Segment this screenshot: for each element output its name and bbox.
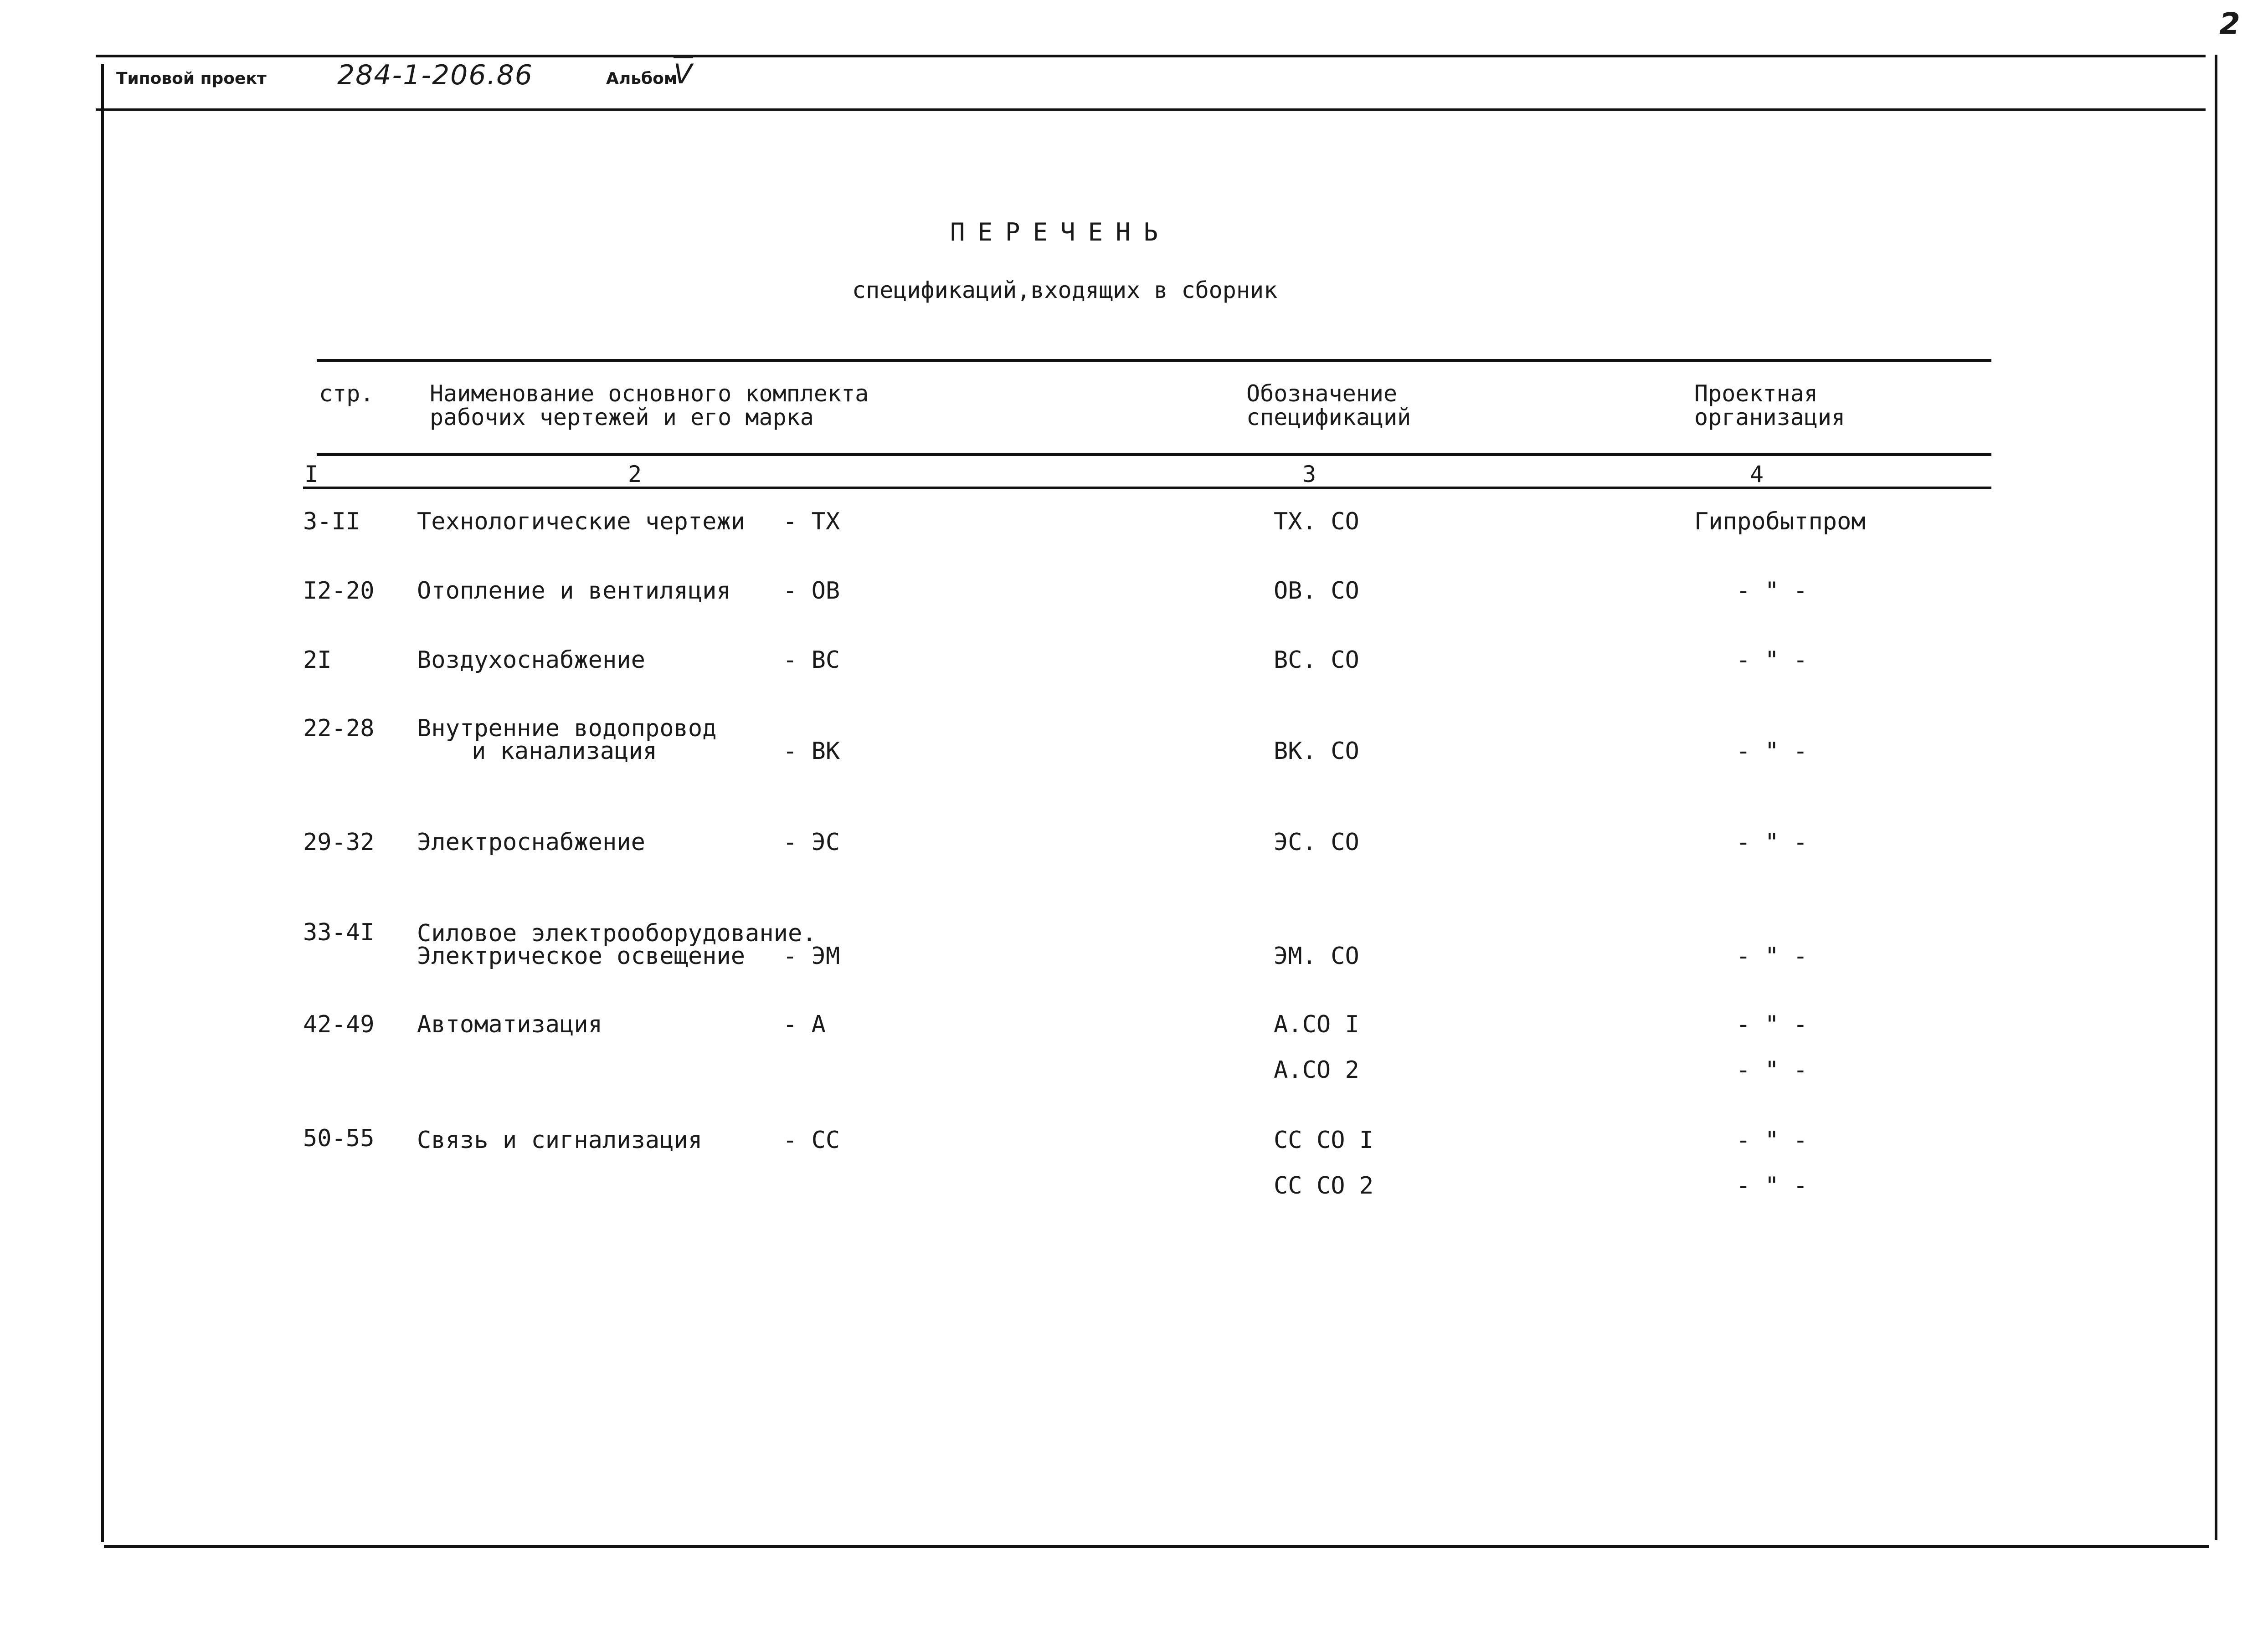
project-number: 284-1-206.86 xyxy=(337,59,533,91)
row-4-designation: ВК. СО xyxy=(1274,738,1359,765)
row-3-name: Воздухоснабжение xyxy=(417,646,645,674)
frame-top-line xyxy=(96,55,2206,57)
row-6-mark: - ЭМ xyxy=(783,943,840,970)
row-2-designation: ОВ. СО xyxy=(1274,577,1359,605)
row-3-designation: ВС. СО xyxy=(1274,646,1359,674)
row-6-page: 33-4I xyxy=(303,919,375,946)
row-4-organization: - " - xyxy=(1736,738,1808,765)
header-name-line1: Наименование основного комплекта xyxy=(430,380,869,407)
row-7-organization-2: - " - xyxy=(1736,1056,1808,1084)
page-number: 2 xyxy=(2219,6,2240,41)
row-1-mark: - ТХ xyxy=(783,508,840,535)
row-7-organization: - " - xyxy=(1736,1011,1808,1038)
row-6-designation: ЭМ. СО xyxy=(1274,943,1359,970)
row-4-name-line2: и канализация xyxy=(472,738,657,765)
header-page: стр. xyxy=(319,380,374,407)
row-6-name: Силовое электрооборудование. xyxy=(417,920,817,947)
row-8-organization-2: - " - xyxy=(1736,1172,1808,1199)
row-6-name-line2: Электрическое освещение xyxy=(417,943,746,970)
row-1-name: Технологические чертежи xyxy=(417,508,746,535)
album-label: Альбом xyxy=(606,69,678,88)
row-5-organization: - " - xyxy=(1736,829,1808,856)
table-header-rule xyxy=(317,453,1991,456)
document-subtitle: спецификаций,входящих в сборник xyxy=(852,277,1278,303)
header-designation-line2: спецификаций xyxy=(1246,404,1411,431)
row-1-organization: Гипробытпром xyxy=(1694,508,1866,535)
frame-bottom-line xyxy=(104,1545,2209,1548)
row-3-organization: - " - xyxy=(1736,646,1808,674)
row-7-page: 42-49 xyxy=(303,1011,375,1038)
row-2-organization: - " - xyxy=(1736,577,1808,605)
row-3-page: 2I xyxy=(303,646,332,674)
row-8-name: Связь и сигнализация xyxy=(417,1127,703,1154)
row-1-designation: ТХ. СО xyxy=(1274,508,1359,535)
row-7-mark: - А xyxy=(783,1011,826,1038)
row-2-page: I2-20 xyxy=(303,577,375,605)
row-4-name: Внутренние водопровод xyxy=(417,715,717,742)
row-8-page: 50-55 xyxy=(303,1125,375,1152)
row-8-mark: - СС xyxy=(783,1127,840,1154)
row-3-mark: - ВС xyxy=(783,646,840,674)
table-colnum-rule xyxy=(303,487,1991,489)
header-bottom-line xyxy=(96,108,2206,111)
column-number-1: I xyxy=(304,461,319,487)
row-2-mark: - ОВ xyxy=(783,577,840,605)
header-org-line1: Проектная xyxy=(1694,380,1818,407)
column-number-2: 2 xyxy=(628,461,642,487)
column-number-3: 3 xyxy=(1302,461,1317,487)
album-number: $\overline{V}$ xyxy=(674,58,694,90)
row-8-organization: - " - xyxy=(1736,1127,1808,1154)
row-5-designation: ЭС. СО xyxy=(1274,829,1359,856)
project-label: Типовой проект xyxy=(116,69,267,88)
document-title: ПЕРЕЧЕНЬ xyxy=(950,218,1171,246)
header-name-line2: рабочих чертежей и его марка xyxy=(430,404,814,431)
header-organization xyxy=(1694,382,1845,429)
row-7-name: Автоматизация xyxy=(417,1011,602,1038)
row-4-page: 22-28 xyxy=(303,715,375,742)
row-7-designation-2: А.СО 2 xyxy=(1274,1056,1359,1084)
row-5-page: 29-32 xyxy=(303,829,375,856)
row-1-page: 3-II xyxy=(303,508,360,535)
header-designation-line1: Обозначение xyxy=(1246,380,1398,407)
row-5-mark: - ЭС xyxy=(783,829,840,856)
frame-right-line xyxy=(2215,55,2217,1540)
row-2-name: Отопление и вентиляция xyxy=(417,577,731,605)
row-8-designation-2: СС СО 2 xyxy=(1274,1172,1374,1199)
column-number-4: 4 xyxy=(1750,461,1764,487)
header-name xyxy=(430,382,869,429)
frame-left-line xyxy=(101,64,104,1542)
row-7-designation: А.СО I xyxy=(1274,1011,1359,1038)
header-org-line2: организация xyxy=(1694,404,1846,431)
row-5-name: Электроснабжение xyxy=(417,829,645,856)
row-6-organization: - " - xyxy=(1736,943,1808,970)
table-top-rule xyxy=(317,359,1991,362)
row-4-mark: - ВК xyxy=(783,738,840,765)
row-8-designation: СС СО I xyxy=(1274,1127,1374,1154)
header-designation xyxy=(1246,382,1411,429)
